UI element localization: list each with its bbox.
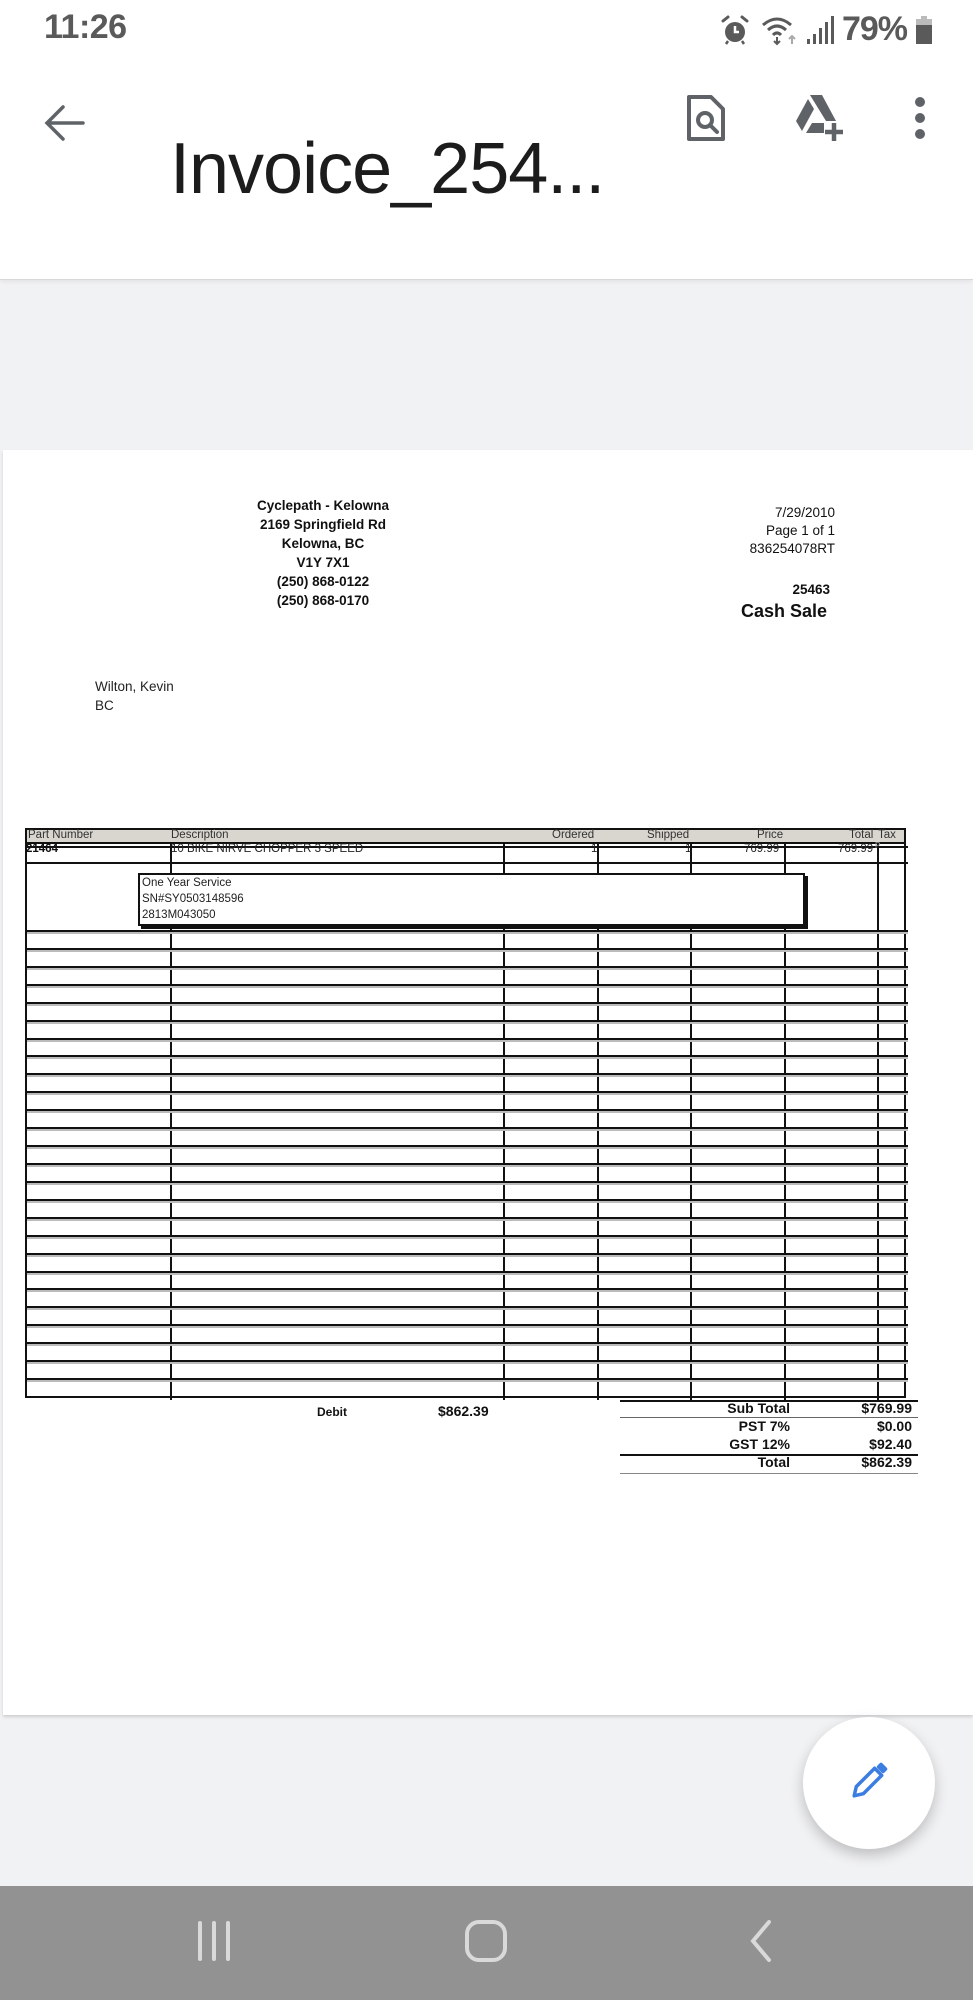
totals-row-subtotal (620, 1400, 920, 1418)
battery-percent: 79% (841, 10, 907, 48)
store-phone-1: (250) 868-0122 (276, 574, 370, 589)
drive-add-icon (792, 93, 848, 148)
table-row (27, 1306, 908, 1308)
tax-id: 836254078RT (749, 541, 835, 556)
customer-region: BC (95, 698, 114, 713)
table-row (27, 1324, 908, 1326)
invoice-date: 7/29/2010 (774, 505, 835, 520)
table-row (27, 1055, 908, 1057)
total-label: Total (757, 1454, 790, 1470)
pencil-icon (844, 1756, 894, 1811)
status-icons (718, 10, 933, 49)
store-info (198, 496, 448, 610)
table-row (27, 1038, 908, 1040)
totals-row-total (620, 1454, 920, 1472)
app-bar (0, 60, 973, 280)
sale-type: Cash Sale (740, 601, 827, 621)
wifi-icon (760, 13, 798, 47)
alarm-icon (718, 13, 752, 47)
status-bar (0, 0, 973, 60)
note-line: One Year Service (142, 877, 232, 889)
add-to-drive-button[interactable] (790, 90, 850, 150)
table-row (27, 1360, 908, 1362)
subtotal-value: $769.99 (861, 1400, 912, 1416)
signal-icon (806, 15, 834, 45)
customer-info (95, 677, 174, 715)
table-row (27, 1109, 908, 1111)
table-row (27, 1271, 908, 1273)
gst-value: $92.40 (869, 1436, 912, 1452)
cell-description: 10 BIKE NIRVE CHOPPER 3 SPEED (171, 843, 364, 855)
document-title: Invoice_254... (170, 129, 605, 209)
more-options-button[interactable] (890, 90, 950, 150)
cell-total: 769.99 (838, 843, 874, 855)
home-icon (464, 1919, 508, 1968)
page-info: Page 1 of 1 (765, 523, 835, 538)
recents-icon (194, 1920, 234, 1967)
table-row (27, 1253, 908, 1255)
pst-label: PST 7% (738, 1418, 790, 1434)
table-row (27, 1020, 908, 1022)
totals-block (620, 1400, 920, 1472)
system-back-button[interactable] (730, 1918, 790, 1968)
header-ordered: Ordered (552, 829, 595, 841)
document-page[interactable] (3, 450, 973, 1715)
note-line: 2813M043050 (142, 909, 216, 921)
store-postal: V1Y 7X1 (296, 555, 350, 570)
cell-part-number: 21464 (26, 843, 58, 855)
status-time: 11:26 (44, 8, 127, 46)
invoice-number: 25463 (792, 582, 830, 597)
arrow-left-icon (43, 103, 87, 148)
chevron-left-icon (745, 1919, 775, 1968)
table-header (25, 828, 906, 844)
store-city: Kelowna, BC (281, 536, 365, 551)
find-in-document-button[interactable] (676, 90, 736, 150)
table-row (27, 1163, 908, 1165)
table-row (27, 1378, 908, 1380)
header-shipped: Shipped (647, 829, 690, 841)
subtotal-label: Sub Total (727, 1400, 790, 1416)
back-button[interactable] (40, 100, 90, 150)
table-row (27, 930, 908, 932)
table-row (27, 1091, 908, 1093)
header-price: Price (757, 829, 784, 841)
home-button[interactable] (456, 1918, 516, 1968)
edit-fab-button[interactable] (803, 1717, 935, 1849)
payment-method: Debit (317, 1405, 347, 1419)
cell-shipped: 1 (685, 843, 692, 855)
note-line: SN#SY0503148596 (142, 893, 244, 905)
totals-row-gst (620, 1436, 920, 1454)
table-row (27, 1199, 908, 1201)
total-value: $862.39 (861, 1454, 912, 1470)
item-note (138, 873, 805, 926)
payment-amount: $862.39 (438, 1403, 489, 1419)
more-vert-icon (913, 96, 927, 145)
table-row (27, 1145, 908, 1147)
header-total: Total (849, 829, 874, 841)
table-row-divider (27, 862, 908, 864)
cell-ordered: 1 (591, 843, 598, 855)
table-row (27, 984, 908, 986)
table-row (27, 966, 908, 968)
header-tax: Tax (878, 829, 896, 841)
store-phone-2: (250) 868-0170 (276, 593, 370, 608)
store-name: Cyclepath - Kelowna (256, 498, 390, 513)
table-row (27, 1217, 908, 1219)
table-row (27, 1002, 908, 1004)
header-part-number: Part Number (28, 829, 94, 841)
battery-icon (915, 15, 933, 45)
gst-label: GST 12% (729, 1436, 790, 1452)
pst-value: $0.00 (876, 1418, 912, 1434)
table-row (27, 1342, 908, 1344)
invoice-meta (750, 504, 835, 558)
cell-tax: P (875, 841, 881, 850)
customer-name: Wilton, Kevin (95, 679, 174, 694)
table-row (27, 1127, 908, 1129)
totals-row-pst (620, 1418, 920, 1436)
table-row (27, 1073, 908, 1075)
table-row (27, 1181, 908, 1183)
table-row (27, 1288, 908, 1290)
header-description: Description (171, 829, 229, 841)
document-search-icon (685, 93, 727, 148)
table-row (27, 1235, 908, 1237)
table-row (27, 948, 908, 950)
navigation-bar (0, 1886, 973, 2000)
totals-divider (620, 1473, 918, 1474)
recent-apps-button[interactable] (184, 1918, 244, 1968)
table-column-divider (877, 830, 879, 1400)
store-address: 2169 Springfield Rd (259, 517, 387, 532)
cell-price: 769.99 (744, 843, 780, 855)
